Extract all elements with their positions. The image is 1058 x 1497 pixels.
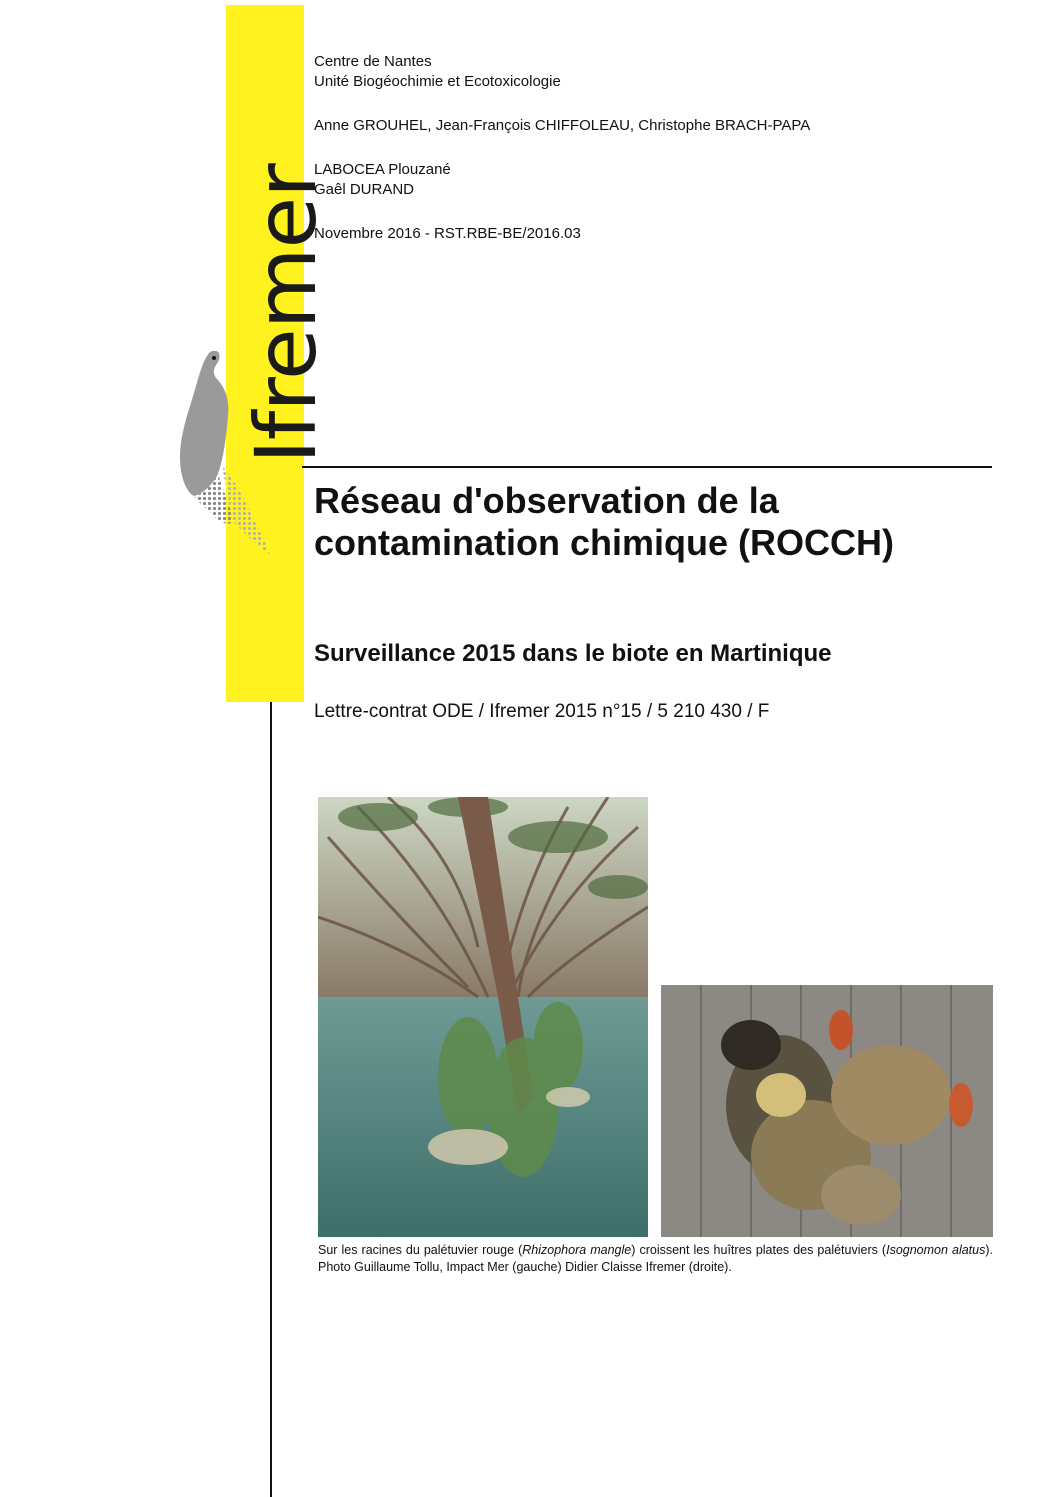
institution-block [314, 52, 561, 92]
photo-caption: Sur les racines du palétuvier rouge (Rhizophora mangle) croissent les huîtres plates des palétuviers (Isognomon alatus). Photo Guillaume Tollu, Impact Mer (gauche) Didier Claisse Ifremer (droite). [318, 1243, 993, 1274]
centre-name: Centre de Nantes [314, 53, 432, 70]
species-name-1: Rhizophora mangle [522, 1243, 632, 1257]
authors-block [314, 116, 810, 136]
species-name-2: Isognomon alatus [886, 1243, 986, 1257]
title-line-2: contamination chimique (ROCCH) [314, 522, 895, 563]
lab-name: LABOCEA Plouzané [314, 161, 451, 178]
ifremer-logo-text: Ifremer [237, 164, 335, 464]
oyster-photo [661, 985, 993, 1237]
lab-author: Gaêl DURAND [314, 181, 415, 198]
contract-reference: Lettre-contrat ODE / Ifremer 2015 n°15 / 5 210 430 / F [314, 701, 770, 722]
report-title [314, 480, 1004, 564]
vertical-rule [270, 702, 272, 1497]
reference-block [314, 224, 581, 244]
lab-block [314, 160, 451, 200]
title-line-1: Réseau d'observation de la [314, 480, 779, 521]
report-reference: Novembre 2016 - RST.RBE-BE/2016.03 [314, 225, 581, 242]
report-subtitle: Surveillance 2015 dans le biote en Martinique [314, 640, 832, 667]
mangrove-photo [318, 797, 648, 1237]
authors: Anne GROUHEL, Jean-François CHIFFOLEAU, Christophe BRACH-PAPA [314, 117, 811, 134]
unit-name: Unité Biogéochimie et Ecotoxicologie [314, 73, 561, 90]
title-rule [302, 466, 992, 468]
